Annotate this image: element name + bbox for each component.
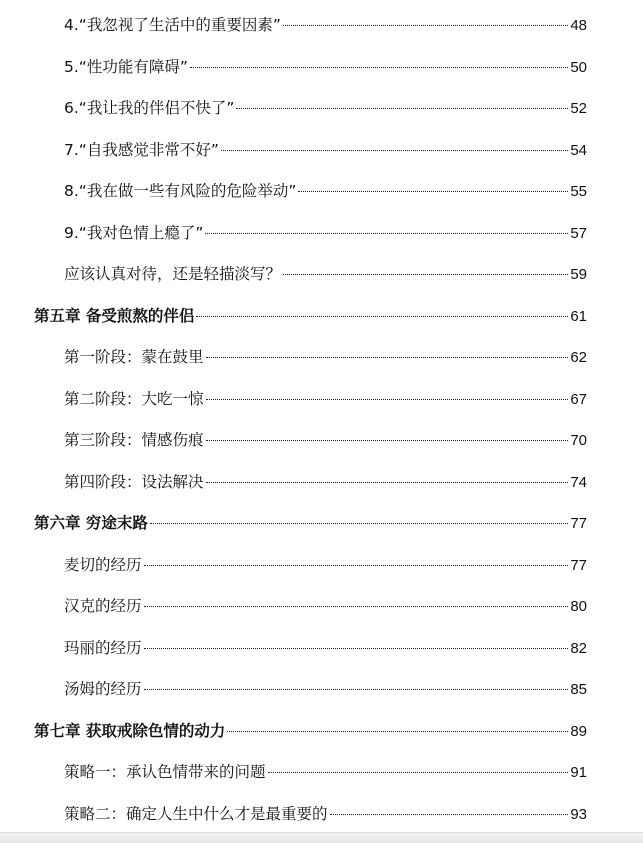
- toc-entry-page: 62: [570, 349, 587, 366]
- dot-leader: [190, 67, 568, 68]
- toc-chapter-title: 第六章 穷途末路: [34, 513, 148, 532]
- dot-leader: [144, 689, 569, 690]
- toc-entry-page: 55: [570, 183, 587, 200]
- toc-entry-page: 74: [570, 474, 587, 491]
- toc-entry[interactable]: [64, 264, 587, 286]
- toc-entry-title: 8.“我在做一些有风险的危险举动”: [64, 182, 297, 200]
- toc-entry-page: 50: [570, 59, 587, 76]
- dot-leader: [221, 150, 568, 151]
- toc-entry-title: 汉克的经历: [64, 597, 142, 615]
- toc-chapter[interactable]: [34, 306, 587, 328]
- dot-leader: [144, 648, 569, 649]
- dot-leader: [144, 606, 569, 607]
- page-bottom-edge: [0, 832, 643, 843]
- toc-entry-title: 第二阶段：大吃一惊: [64, 390, 204, 408]
- toc-entry-title: 第一阶段：蒙在鼓里: [64, 348, 204, 366]
- dot-leader: [330, 814, 569, 815]
- toc-entry-page: 52: [570, 100, 587, 117]
- toc-entry[interactable]: [64, 430, 587, 452]
- toc-entry-page: 67: [570, 391, 587, 408]
- dot-leader: [236, 108, 568, 109]
- toc-chapter-page: 61: [570, 308, 587, 325]
- dot-leader: [283, 25, 568, 26]
- toc-entry[interactable]: [64, 804, 587, 826]
- toc-entry-page: 85: [570, 681, 587, 698]
- toc-entry-title: 第四阶段：设法解决: [64, 473, 204, 491]
- toc-entry[interactable]: [64, 223, 587, 245]
- toc-entry-title: 应该认真对待，还是轻描淡写？: [64, 265, 282, 283]
- toc-entry-page: 54: [570, 142, 587, 159]
- toc-entry-page: 48: [570, 17, 587, 34]
- dot-leader: [150, 523, 568, 524]
- toc-chapter[interactable]: [34, 513, 587, 535]
- toc-entry-title: 4.“我忽视了生活中的重要因素”: [64, 16, 281, 34]
- dot-leader: [206, 440, 569, 441]
- dot-leader: [268, 772, 569, 773]
- toc-entry[interactable]: [64, 679, 587, 701]
- toc-entry[interactable]: [64, 762, 587, 784]
- toc-entry-page: 77: [570, 557, 587, 574]
- dot-leader: [206, 399, 569, 400]
- toc-entry-page: 59: [570, 266, 587, 283]
- dot-leader: [206, 482, 569, 483]
- toc-entry-title: 玛丽的经历: [64, 639, 142, 657]
- toc-entry-page: 80: [570, 598, 587, 615]
- toc-entry-title: 9.“我对色情上瘾了”: [64, 224, 204, 242]
- toc-entry-page: 70: [570, 432, 587, 449]
- toc-chapter-page: 89: [570, 723, 587, 740]
- toc-entry-title: 7.“自我感觉非常不好”: [64, 141, 219, 159]
- toc-entry[interactable]: [64, 472, 587, 494]
- toc-chapter-page: 77: [570, 515, 587, 532]
- dot-leader: [206, 357, 569, 358]
- toc-entry-page: 93: [570, 806, 587, 823]
- toc-chapter[interactable]: [34, 721, 587, 743]
- dot-leader: [196, 316, 568, 317]
- toc-entry-title: 5.“性功能有障碍”: [64, 58, 188, 76]
- dot-leader: [283, 274, 568, 275]
- dot-leader: [227, 731, 568, 732]
- toc-entry-page: 91: [570, 764, 587, 781]
- toc-entry-title: 策略二：确定人生中什么才是最重要的: [64, 805, 328, 823]
- dot-leader: [205, 233, 568, 234]
- toc-entry-page: 82: [570, 640, 587, 657]
- toc-entry-title: 第三阶段：情感伤痕: [64, 431, 204, 449]
- toc-entry[interactable]: [64, 140, 587, 162]
- toc-entry[interactable]: [64, 57, 587, 79]
- toc-entry[interactable]: [64, 555, 587, 577]
- toc-entry[interactable]: [64, 98, 587, 120]
- toc-entry[interactable]: [64, 638, 587, 660]
- toc-entry-title: 策略一：承认色情带来的问题: [64, 763, 266, 781]
- toc-chapter-title: 第七章 获取戒除色情的动力: [34, 721, 226, 740]
- toc-entry-title: 麦切的经历: [64, 556, 142, 574]
- toc-entry-title: 6.“我让我的伴侣不快了”: [64, 99, 235, 117]
- dot-leader: [144, 565, 569, 566]
- toc-entry[interactable]: [64, 181, 587, 203]
- toc-entry[interactable]: [64, 596, 587, 618]
- toc-entry[interactable]: [64, 15, 587, 37]
- toc-entry[interactable]: [64, 347, 587, 369]
- toc-entry[interactable]: [64, 389, 587, 411]
- toc-entry-title: 汤姆的经历: [64, 680, 142, 698]
- toc-chapter-title: 第五章 备受煎熬的伴侣: [34, 306, 195, 325]
- dot-leader: [298, 191, 568, 192]
- toc-entry-page: 57: [570, 225, 587, 242]
